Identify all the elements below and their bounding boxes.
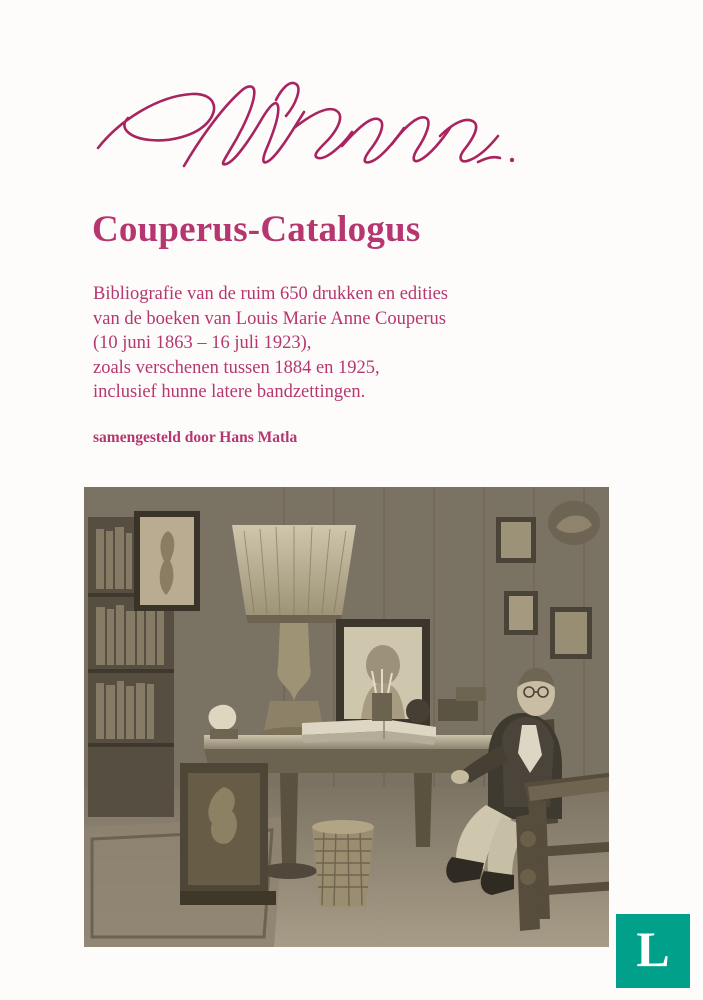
publisher-logo [616,914,690,988]
subtitle-line-4: zoals verschenen tussen 1884 en 1925, [93,357,380,378]
subtitle-line-3: (10 juni 1863 – 16 juli 1923), [93,333,312,353]
study-photograph [84,487,609,947]
logo-letter: L [636,921,670,977]
subtitle-block [93,282,563,405]
author-credit: samengesteld door Hans Matla [93,429,298,446]
subtitle-line-1: Bibliografie van de ruim 650 drukken en edities [93,284,449,304]
page-title: Couperus-Catalogus [92,209,421,250]
signature-image [80,70,520,185]
subtitle-line-5: inclusief hunne latere bandzettingen. [93,382,366,402]
subtitle-line-2: van de boeken van Louis Marie Anne Couperus [93,308,446,329]
